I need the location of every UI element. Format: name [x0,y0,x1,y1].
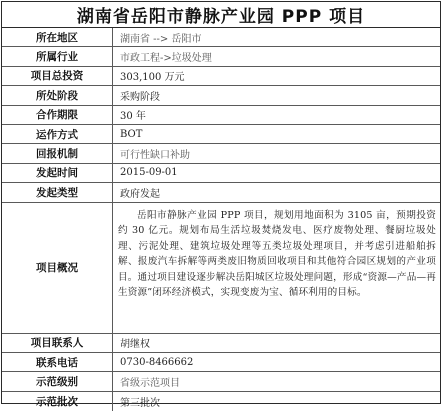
row-term [2,106,440,125]
row-stage [2,86,440,105]
project-info-table [1,1,441,409]
value-contact: 胡继权 [120,339,150,351]
label-launch-type: 发起类型 [2,183,113,201]
row-industry [2,47,440,66]
label-return-mechanism: 回报机制 [2,144,113,162]
label-industry: 所属行业 [2,47,113,65]
row-launch-type [2,183,440,202]
value-phone: 0730-8466662 [120,356,194,368]
value-overview: 岳阳市静脉产业园 PPP 项目，规划用地面积为 3105 亩，预期投资约 30 亿元。规划布局生活垃圾焚烧发电、医疗废物处理、餐厨垃圾处理、污泥处理、建筑垃圾处理等五类垃圾处理项目，并考虑引进船舶拆解、报废汽车拆解等两类废旧物质回收项目和其他符合园区规划的产业项目。通过项目建设逐步解决岳阳城区垃圾处理问题，形成“资源—产品—再生资源”闭环经济模式，实现变废为宝、循环利用的目标。 [118,209,436,299]
value-return-mechanism: 可行性缺口补助 [120,150,190,162]
row-phone [2,353,440,372]
label-demo-level: 示范级别 [2,372,113,390]
label-stage: 所处阶段 [2,86,113,104]
table-title: 湖南省岳阳市静脉产业园 PPP 项目 [2,2,440,28]
row-return-mechanism [2,144,440,163]
row-launch-date [2,164,440,183]
row-operation-mode [2,125,440,144]
row-overview [2,203,440,334]
value-total-investment: 303,100 万元 [120,72,185,84]
label-launch-date: 发起时间 [2,164,113,182]
label-contact: 项目联系人 [2,334,113,352]
value-launch-date: 2015-09-01 [120,167,178,179]
value-demo-batch: 第三批次 [120,397,160,409]
value-region: 湖南省 --> 岳阳市 [120,33,202,45]
row-demo-batch [2,392,440,411]
label-region: 所在地区 [2,28,113,46]
value-industry: 市政工程->垃圾处理 [120,53,212,65]
value-launch-type: 政府发起 [120,188,160,200]
value-operation-mode: BOT [120,128,143,140]
label-phone: 联系电话 [2,353,113,371]
label-overview: 项目概况 [2,203,113,333]
value-stage: 采购阶段 [120,91,160,103]
label-term: 合作期限 [2,106,113,124]
value-term: 30 年 [120,111,146,123]
label-operation-mode: 运作方式 [2,125,113,143]
row-total-investment [2,67,440,86]
table-body [2,28,440,411]
row-contact [2,334,440,353]
value-demo-level: 省级示范项目 [120,377,180,389]
row-demo-level [2,372,440,391]
label-demo-batch: 示范批次 [2,392,113,411]
label-total-investment: 项目总投资 [2,67,113,85]
row-region [2,28,440,47]
